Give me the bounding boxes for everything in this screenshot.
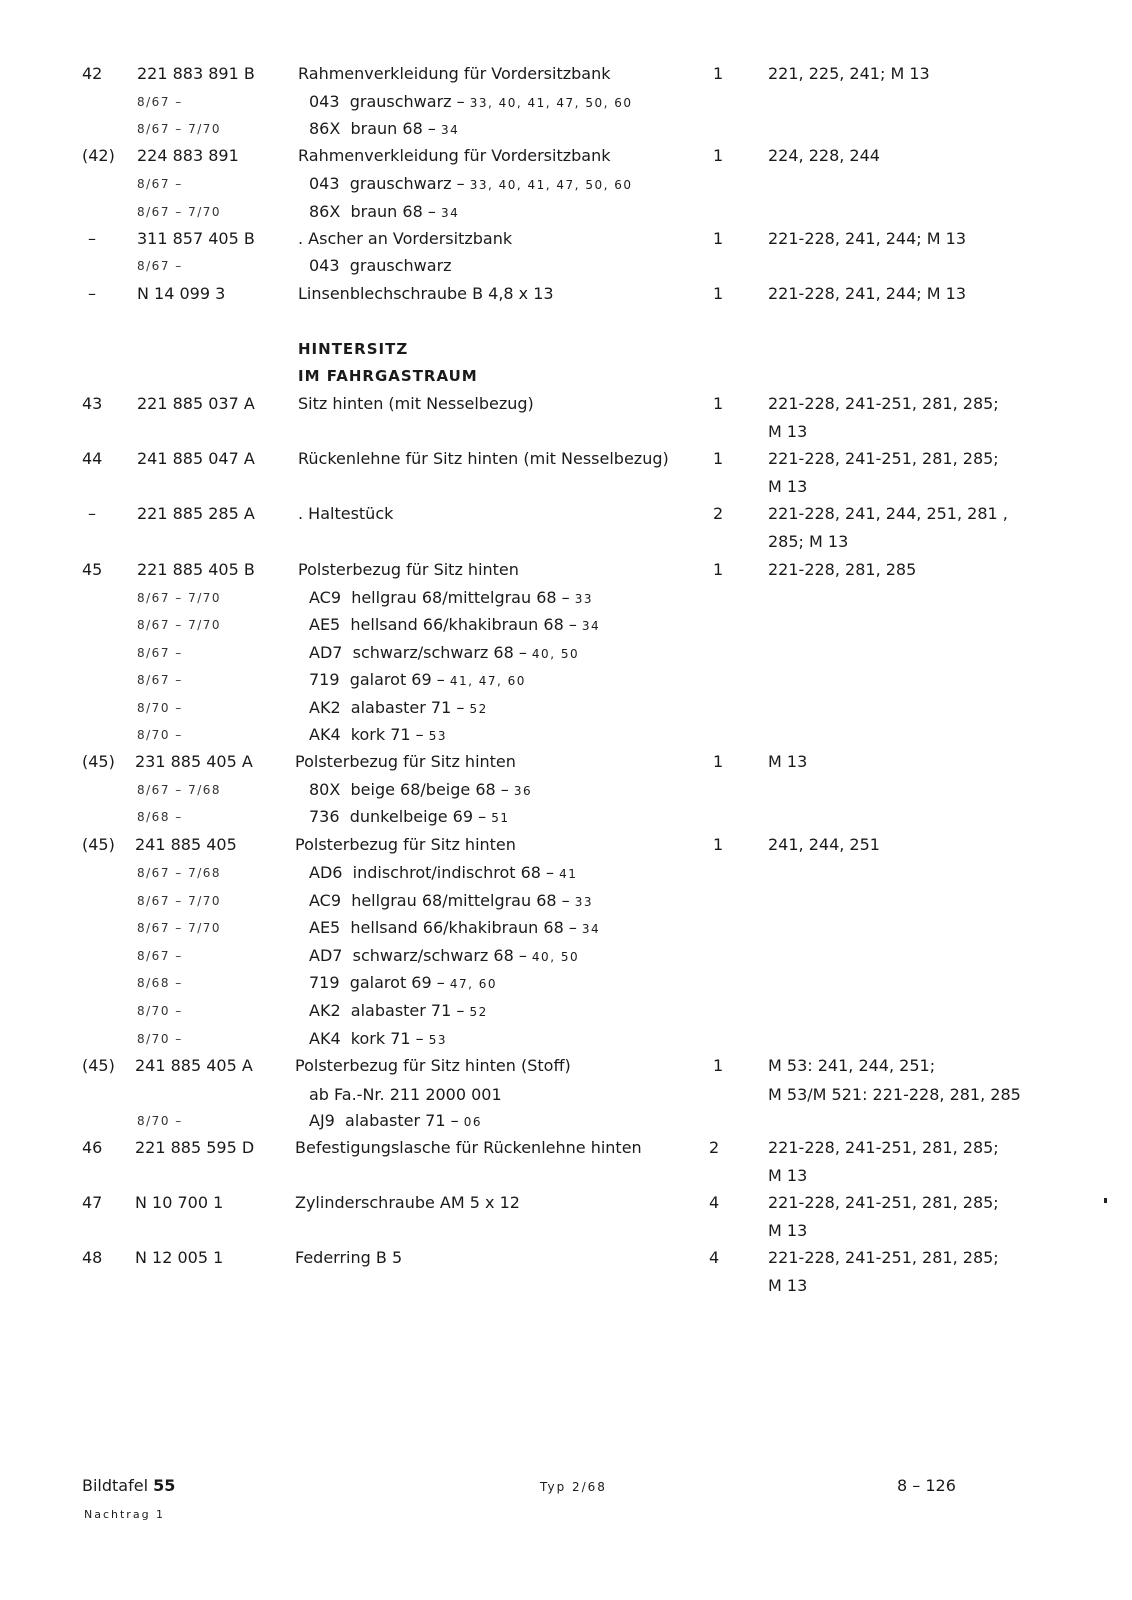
date-range: 8/67 – 7/70: [137, 618, 222, 632]
color-variant: AD7 schwarz/schwarz 68 – 40, 50: [309, 946, 580, 965]
remark: 221-228, 241-251, 281, 285;: [768, 394, 999, 413]
remark: 221-228, 241-251, 281, 285;: [768, 1248, 999, 1267]
color-variant: AK2 alabaster 71 – 52: [309, 1001, 488, 1020]
variant-row: [0, 199, 1132, 225]
part-description: . Haltestück: [298, 504, 394, 523]
remark-continuation: [0, 419, 1132, 445]
remark: M 13: [768, 477, 808, 496]
remark: 285; M 13: [768, 532, 849, 551]
date-range: 8/70 –: [137, 1032, 183, 1046]
position-number: (45): [82, 835, 115, 854]
variant-row: [0, 585, 1132, 611]
color-variant: AJ9 alabaster 71 – 06: [309, 1111, 482, 1130]
quantity: 1: [713, 560, 724, 579]
remark-continuation: [0, 529, 1132, 555]
variant-row: [0, 667, 1132, 693]
color-variant: AD6 indischrot/indischrot 68 – 41: [309, 863, 578, 882]
date-range: 8/67 –: [137, 673, 183, 687]
variant-row: [0, 612, 1132, 638]
remark: 221-228, 241, 244; M 13: [768, 229, 966, 248]
date-range: 8/68 –: [137, 810, 183, 824]
part-description: Rahmenverkleidung für Vordersitzbank: [298, 146, 611, 165]
color-variant: AK2 alabaster 71 – 52: [309, 698, 488, 717]
date-range: 8/67 –: [137, 259, 183, 273]
part-number: N 14 099 3: [137, 284, 226, 303]
quantity: 4: [709, 1193, 720, 1212]
date-range: 8/67 – 7/68: [137, 783, 222, 797]
part-number: 221 885 405 B: [137, 560, 255, 579]
part-number: 241 885 405: [135, 835, 237, 854]
variant-row: [0, 116, 1132, 142]
color-variant: 86X braun 68 – 34: [309, 119, 460, 138]
part-description: Rahmenverkleidung für Vordersitzbank: [298, 64, 611, 83]
section-subheading: IM FAHRGASTRAUM: [298, 367, 478, 385]
remark: M 13: [768, 752, 808, 771]
position-number: 45: [82, 560, 103, 579]
part-description: Polsterbezug für Sitz hinten: [295, 752, 516, 771]
variant-row: [0, 888, 1132, 914]
date-range: 8/67 – 7/70: [137, 894, 222, 908]
variant-row: [0, 640, 1132, 666]
date-range: 8/67 –: [137, 177, 183, 191]
quantity: 1: [713, 835, 724, 854]
color-variant: 043 grauschwarz: [309, 256, 452, 275]
table-row: [0, 1190, 1132, 1216]
variant-row: [0, 998, 1132, 1024]
variant-row: [0, 89, 1132, 115]
color-variant: AD7 schwarz/schwarz 68 – 40, 50: [309, 643, 580, 662]
remark: M 13: [768, 1221, 808, 1240]
part-number: N 12 005 1: [135, 1248, 224, 1267]
remark-continuation: [0, 1218, 1132, 1244]
part-number: 241 885 405 A: [135, 1056, 253, 1075]
page-number: 8 – 126: [897, 1476, 956, 1495]
variant-row: [0, 943, 1132, 969]
date-range: 8/70 –: [137, 1004, 183, 1018]
variant-row: [0, 253, 1132, 279]
table-row: [0, 446, 1132, 472]
position-number: 44: [82, 449, 103, 468]
date-range: 8/70 –: [137, 1114, 183, 1128]
date-range: 8/67 – 7/70: [137, 591, 222, 605]
remark-continuation: [0, 1273, 1132, 1299]
table-row: [0, 61, 1132, 87]
date-range: 8/70 –: [137, 728, 183, 742]
position-number: –: [88, 284, 96, 303]
remark-continuation: [0, 1163, 1132, 1189]
position-number: 48: [82, 1248, 103, 1267]
table-row: [0, 281, 1132, 307]
remark: 224, 228, 244: [768, 146, 880, 165]
table-row: [0, 749, 1132, 775]
part-description: Linsenblechschraube B 4,8 x 13: [298, 284, 554, 303]
part-number: N 10 700 1: [135, 1193, 224, 1212]
remark: 241, 244, 251: [768, 835, 880, 854]
quantity: 1: [713, 284, 724, 303]
position-number: 43: [82, 394, 103, 413]
color-variant: 86X braun 68 – 34: [309, 202, 460, 221]
table-row: [0, 391, 1132, 417]
remark: M 13: [768, 422, 808, 441]
part-number: 241 885 047 A: [137, 449, 255, 468]
variant-row: [0, 970, 1132, 996]
date-range: 8/67 –: [137, 95, 183, 109]
table-row: [0, 143, 1132, 169]
part-description: Zylinderschraube AM 5 x 12: [295, 1193, 520, 1212]
color-variant: 043 grauschwarz – 33, 40, 41, 47, 50, 60: [309, 174, 633, 193]
table-row: [0, 832, 1132, 858]
quantity: 1: [713, 449, 724, 468]
part-number: 224 883 891: [137, 146, 239, 165]
variant-row: [0, 171, 1132, 197]
chassis-number-note: ab Fa.-Nr. 211 2000 001: [309, 1085, 502, 1104]
part-description: Federring B 5: [295, 1248, 403, 1267]
part-number: 221 885 285 A: [137, 504, 255, 523]
quantity: 2: [713, 504, 724, 523]
table-row: [0, 1245, 1132, 1271]
position-number: 42: [82, 64, 103, 83]
part-number: 231 885 405 A: [135, 752, 253, 771]
part-description: Polsterbezug für Sitz hinten: [295, 835, 516, 854]
part-number: 311 857 405 B: [137, 229, 255, 248]
variant-row: [0, 804, 1132, 830]
table-row: [0, 226, 1132, 252]
color-variant: 719 galarot 69 – 41, 47, 60: [309, 670, 526, 689]
variant-row: [0, 777, 1132, 803]
position-number: –: [88, 229, 96, 248]
note-row: [0, 1082, 1132, 1108]
scan-artifact: [1104, 1198, 1107, 1203]
position-number: 47: [82, 1193, 103, 1212]
position-number: –: [88, 504, 96, 523]
color-variant: 80X beige 68/beige 68 – 36: [309, 780, 533, 799]
remark: M 53: 241, 244, 251;: [768, 1056, 936, 1075]
date-range: 8/67 –: [137, 646, 183, 660]
part-number: 221 883 891 B: [137, 64, 255, 83]
color-variant: AE5 hellsand 66/khakibraun 68 – 34: [309, 615, 601, 634]
remark: M 53/M 521: 221-228, 281, 285: [768, 1085, 1021, 1104]
quantity: 1: [713, 394, 724, 413]
part-description: Polsterbezug für Sitz hinten: [298, 560, 519, 579]
quantity: 4: [709, 1248, 720, 1267]
position-number: (42): [82, 146, 115, 165]
color-variant: 736 dunkelbeige 69 – 51: [309, 807, 510, 826]
date-range: 8/67 – 7/70: [137, 921, 222, 935]
part-number: 221 885 595 D: [135, 1138, 255, 1157]
date-range: 8/67 – 7/68: [137, 866, 222, 880]
plate-label: Bildtafel: [82, 1476, 149, 1495]
variant-row: [0, 722, 1132, 748]
quantity: 1: [713, 64, 724, 83]
date-range: 8/68 –: [137, 976, 183, 990]
plate-reference: [82, 1476, 175, 1495]
remark: 221-228, 241-251, 281, 285;: [768, 1138, 999, 1157]
part-description: Sitz hinten (mit Nesselbezug): [298, 394, 534, 413]
remark: M 13: [768, 1276, 808, 1295]
remark: 221, 225, 241; M 13: [768, 64, 930, 83]
quantity: 1: [713, 229, 724, 248]
plate-number: 55: [153, 1476, 176, 1495]
remark: 221-228, 241, 244; M 13: [768, 284, 966, 303]
color-variant: AK4 kork 71 – 53: [309, 1029, 448, 1048]
remark: M 13: [768, 1166, 808, 1185]
position-number: (45): [82, 752, 115, 771]
quantity: 1: [713, 1056, 724, 1075]
color-variant: AC9 hellgrau 68/mittelgrau 68 – 33: [309, 891, 594, 910]
section-heading: HINTERSITZ: [298, 340, 409, 358]
vehicle-type: Typ 2/68: [540, 1480, 607, 1494]
table-row: [0, 1053, 1132, 1079]
part-number: 221 885 037 A: [137, 394, 255, 413]
variant-row: [0, 1026, 1132, 1052]
quantity: 1: [713, 146, 724, 165]
variant-row: [0, 915, 1132, 941]
table-row: [0, 501, 1132, 527]
color-variant: 719 galarot 69 – 47, 60: [309, 973, 498, 992]
color-variant: AK4 kork 71 – 53: [309, 725, 448, 744]
variant-row: [0, 860, 1132, 886]
date-range: 8/67 – 7/70: [137, 122, 222, 136]
remark: 221-228, 281, 285: [768, 560, 917, 579]
supplement-label: Nachtrag 1: [84, 1508, 166, 1521]
table-row: [0, 1135, 1132, 1161]
part-description: Rückenlehne für Sitz hinten (mit Nesselbezug): [298, 449, 669, 468]
color-variant: AE5 hellsand 66/khakibraun 68 – 34: [309, 918, 601, 937]
color-variant: 043 grauschwarz – 33, 40, 41, 47, 50, 60: [309, 92, 633, 111]
date-range: 8/67 – 7/70: [137, 205, 222, 219]
table-row: [0, 557, 1132, 583]
quantity: 1: [713, 752, 724, 771]
quantity: 2: [709, 1138, 720, 1157]
remark: 221-228, 241, 244, 251, 281 ,: [768, 504, 1008, 523]
part-description: . Ascher an Vordersitzbank: [298, 229, 513, 248]
remark-continuation: [0, 474, 1132, 500]
color-variant: AC9 hellgrau 68/mittelgrau 68 – 33: [309, 588, 594, 607]
position-number: 46: [82, 1138, 103, 1157]
remark: 221-228, 241-251, 281, 285;: [768, 1193, 999, 1212]
variant-row: [0, 1108, 1132, 1134]
part-description: Polsterbezug für Sitz hinten (Stoff): [295, 1056, 571, 1075]
position-number: (45): [82, 1056, 115, 1075]
date-range: 8/70 –: [137, 701, 183, 715]
remark: 221-228, 241-251, 281, 285;: [768, 449, 999, 468]
date-range: 8/67 –: [137, 949, 183, 963]
variant-row: [0, 695, 1132, 721]
part-description: Befestigungslasche für Rückenlehne hinten: [295, 1138, 642, 1157]
